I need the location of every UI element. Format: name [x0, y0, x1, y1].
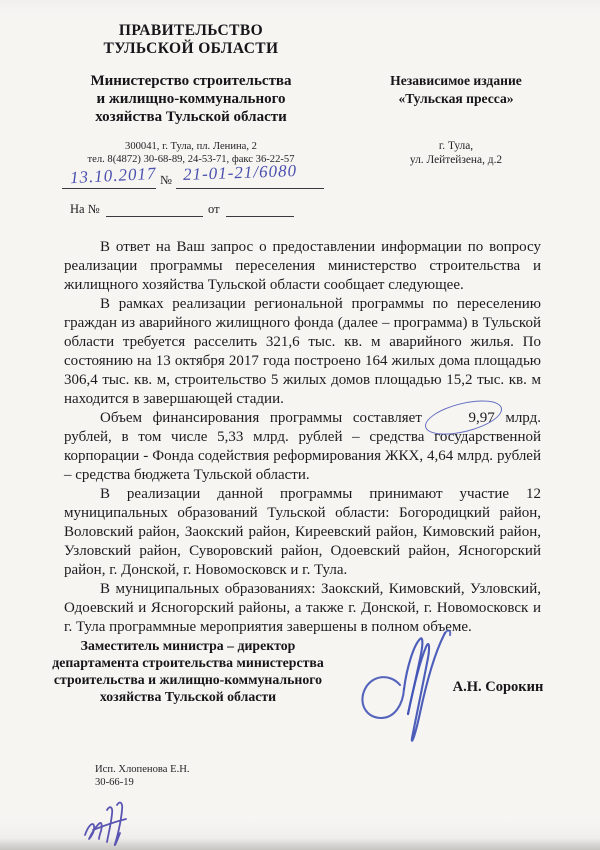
- recipient-city: г. Тула,: [438, 140, 474, 152]
- letterhead-left-column: [45, 22, 337, 166]
- signatory-title-line4: хозяйства Тульской области: [99, 689, 277, 704]
- circled-value: [432, 409, 494, 428]
- ministry-name-line3: хозяйства Тульской области: [95, 109, 287, 125]
- letter-body: [64, 238, 541, 637]
- executor-phone: 30-66-19: [95, 777, 134, 788]
- body-paragraph-4: В реализации данной программы принимают участие 12 муниципальных образований Тульской области: Богородицкий район, Воловский район, Заокский район, Киреевский район, Кимовский район, Узловский район, Суворовский район, Одоевский район, Ясногорский район, г. Донской, г. Новомосковск и г. Тула.: [64, 486, 541, 578]
- body-paragraph-2: В рамках реализации региональной программы по переселению граждан из аварийного жилищного фонда (далее – программа) в Тульской области требуется расселить 321,6 тыс. кв. м аварийного жилья. По состоянию на 13 октября 2017 года построено 164 жилых дома площадью 306,4 тыс. кв. м, строительство 5 жилых домов площадью 15,2 тыс. кв. м находится в завершающей стадии.: [64, 296, 541, 407]
- outgoing-date-handwritten: 13.10.2017: [69, 163, 157, 188]
- outgoing-number-handwritten: 21-01-21/6080: [182, 161, 298, 184]
- signatory-title: [52, 637, 324, 705]
- body-paragraph-1: В ответ на Ваш запрос о предоставлении информации по вопросу реализации программы переселения министерство строительства и жилищного хозяйства Тульской области сообщает следующее.: [64, 239, 541, 293]
- org-postal-address: 300041, г. Тула, пл. Ленина, 2: [125, 141, 257, 152]
- recipient-block: [345, 72, 567, 167]
- paragraph3-text-before: Объем финансирования программы составляет: [100, 410, 433, 426]
- ministry-name-line2: и жилищно-коммунального: [96, 91, 286, 107]
- ministry-name-line1: Министерство строительства: [90, 73, 292, 89]
- recipient-name-line2: «Тульская пресса»: [398, 91, 514, 106]
- reply-date-blank-line: [226, 216, 294, 217]
- reply-number-blank-line: [106, 216, 203, 217]
- body-paragraph-5: В муниципальных образованиях: Заокский, Кимовский, Узловский, Одоевский и Ясногорский районы, а также г. Донской, г. Новомосковск и г. Тула программные мероприятия завершены в полном объеме.: [64, 581, 541, 635]
- signatory-title-line3: строительства и жилищно-коммунального: [53, 672, 323, 687]
- body-paragraph-3: [64, 409, 541, 485]
- reply-number-label: На №: [70, 202, 100, 216]
- date-blank-line: [62, 188, 156, 189]
- government-title-line1: ПРАВИТЕЛЬСТВО: [118, 22, 264, 39]
- signatory-name: А.Н. Сорокин: [452, 679, 544, 695]
- recipient-street: ул. Лейтейзена, д.2: [409, 154, 503, 166]
- signatory-title-line1: Заместитель министра – директор: [80, 638, 296, 653]
- org-phone-fax: тел. 8(4872) 30-68-89, 24-53-71, факс 36-22-57: [87, 153, 295, 165]
- government-title-line2: ТУЛЬСКОЙ ОБЛАСТИ: [103, 40, 279, 57]
- signatory-title-line2: департамента строительства министерства: [52, 655, 324, 670]
- recipient-name-line1: Независимое издание: [390, 73, 522, 88]
- secondary-signature-icon: [80, 797, 138, 849]
- executor-block: [95, 763, 190, 789]
- number-sign: №: [160, 173, 172, 187]
- funding-total-value: 9,97: [468, 410, 495, 426]
- number-blank-line: [176, 188, 324, 189]
- reply-date-label: от: [208, 202, 220, 216]
- paragraph3-text-after: млрд. рублей, в том числе 5,33 млрд. рублей – средства государственной корпорации - Фонда содействия реформирования ЖКХ, 4,64 млрд. рублей – средства бюджета Тульской области.: [64, 410, 541, 483]
- executor-name: Исп. Хлопенова Е.Н.: [95, 764, 190, 775]
